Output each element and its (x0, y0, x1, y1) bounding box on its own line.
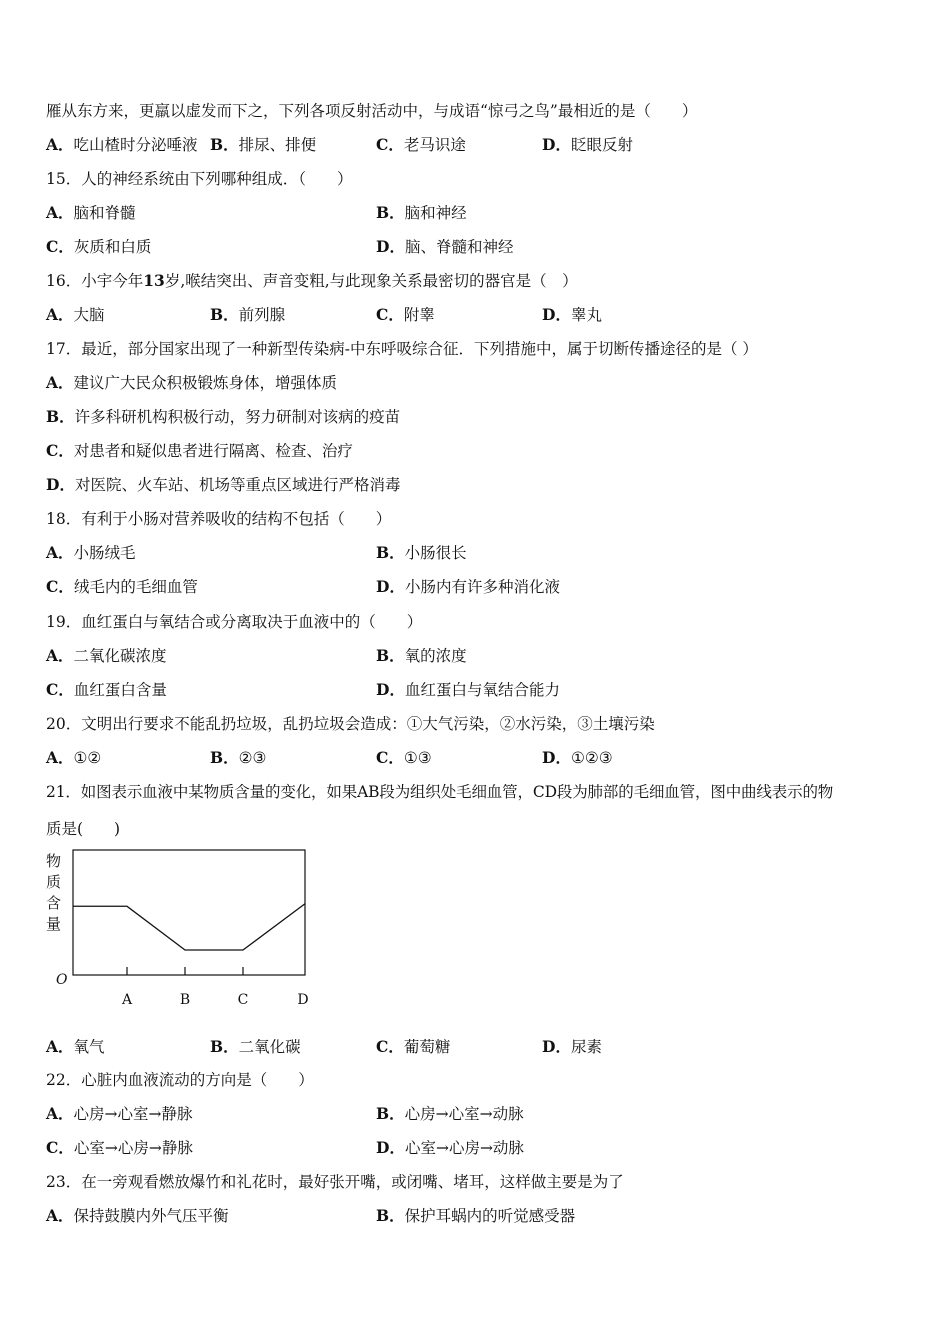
q18-option-c: C．绒毛内的毛细血管 (46, 577, 198, 596)
data-curve (73, 904, 305, 950)
question-14-stem: 雁从东方来，更羸以虚发而下之，下列各项反射活动中，与成语“惊弓之鸟”最相近的是（ ） (46, 102, 698, 120)
origin-label: O (56, 972, 68, 988)
q22-option-a: A．心房→心室→静脉 (46, 1104, 193, 1123)
question-21-stem-line2: 质是( ) (46, 820, 121, 838)
ylabel-char: 物 (46, 852, 62, 870)
q21-option-d: D．尿素 (542, 1037, 602, 1056)
y-axis-label (46, 852, 61, 933)
q18-option-a: A．小肠绒毛 (46, 543, 136, 562)
q20-option-d: D．①②③ (542, 748, 613, 767)
q15-option-d: D．脑、脊髓和神经 (376, 237, 514, 256)
question-19-stem: 19．血红蛋白与氧结合或分离取决于血液中的（ ） (46, 613, 423, 631)
question-15-stem: 15．人的神经系统由下列哪种组成．（ ） (46, 170, 353, 188)
question-20-stem: 20．文明出行要求不能乱扔垃圾，乱扔垃圾会造成：①大气污染，②水污染，③土壤污染 (46, 715, 655, 733)
q19-option-a: A．二氧化碳浓度 (46, 646, 167, 665)
q20-option-c: C．①③ (376, 748, 432, 767)
x-tick-label: A (121, 992, 133, 1008)
question-22-stem: 22．心脏内血液流动的方向是（ ） (46, 1071, 314, 1089)
q18-option-b: B．小肠很长 (376, 543, 467, 562)
q14-option-d: D．眨眼反射 (542, 135, 633, 154)
q14-option-b: B．排尿、排便 (210, 135, 317, 154)
q17-option-d: D．对医院、火车站、机场等重点区域进行严格消毒 (46, 475, 401, 494)
q15-option-c: C．灰质和白质 (46, 237, 152, 256)
q22-option-c: C．心室→心房→静脉 (46, 1138, 193, 1157)
q20-option-a: A．①② (46, 748, 102, 767)
q23-option-a: A．保持鼓膜内外气压平衡 (46, 1206, 229, 1225)
q19-option-b: B．氧的浓度 (376, 646, 467, 665)
substance-content-chart (40, 846, 320, 1016)
q16-option-b: B．前列腺 (210, 305, 286, 324)
question-23-stem: 23．在一旁观看燃放爆竹和礼花时，最好张开嘴，或闭嘴、堵耳，这样做主要是为了 (46, 1173, 624, 1191)
ylabel-char: 量 (46, 915, 62, 933)
q14-option-a: A．吃山楂时分泌唾液 (46, 135, 198, 154)
q17-option-b: B．许多科研机构积极行动，努力研制对该病的疫苗 (46, 407, 401, 426)
chart-frame (73, 850, 305, 975)
q16-option-d: D．睾丸 (542, 305, 602, 324)
x-tick-label: B (179, 992, 191, 1008)
question-21-stem-line1: 21．如图表示血液中某物质含量的变化，如果AB段为组织处毛细血管，CD段为肺部的毛细血管，图中曲线表示的物 (46, 783, 834, 801)
q15-option-b: B．脑和神经 (376, 203, 467, 222)
q16-option-a: A．大脑 (46, 305, 105, 324)
q21-option-c: C．葡萄糖 (376, 1037, 451, 1056)
question-18-stem: 18．有利于小肠对营养吸收的结构不包括（ ） (46, 510, 392, 528)
q17-option-c: C．对患者和疑似患者进行隔离、检查、治疗 (46, 441, 353, 460)
q19-option-c: C．血红蛋白含量 (46, 680, 167, 699)
q20-option-b: B．②③ (210, 748, 267, 767)
q22-option-b: B．心房→心室→动脉 (376, 1104, 524, 1123)
q22-option-d: D．心室→心房→动脉 (376, 1138, 524, 1157)
q19-option-d: D．血红蛋白与氧结合能力 (376, 680, 560, 699)
question-17-stem: 17．最近，部分国家出现了一种新型传染病-中东呼吸综合征．下列措施中，属于切断传播途径的是（ ） (46, 340, 758, 358)
ylabel-char: 质 (46, 873, 62, 891)
question-16-stem: 16．小宇今年13岁,喉结突出、声音变粗,与此现象关系最密切的器官是（ ） (46, 271, 578, 290)
q21-option-a: A．氧气 (46, 1037, 105, 1056)
q17-option-a: A．建议广大民众积极锻炼身体，增强体质 (46, 373, 338, 392)
q14-option-c: C．老马识途 (376, 135, 466, 154)
ylabel-char: 含 (46, 894, 62, 912)
q16-option-c: C．附睾 (376, 305, 435, 324)
q23-option-b: B．保护耳蜗内的听觉感受器 (376, 1206, 576, 1225)
x-tick-label: C (237, 992, 249, 1008)
q18-option-d: D．小肠内有许多种消化液 (376, 577, 560, 596)
q21-option-b: B．二氧化碳 (210, 1037, 301, 1056)
x-tick-label: D (297, 992, 309, 1008)
q15-option-a: A．脑和脊髓 (46, 203, 136, 222)
